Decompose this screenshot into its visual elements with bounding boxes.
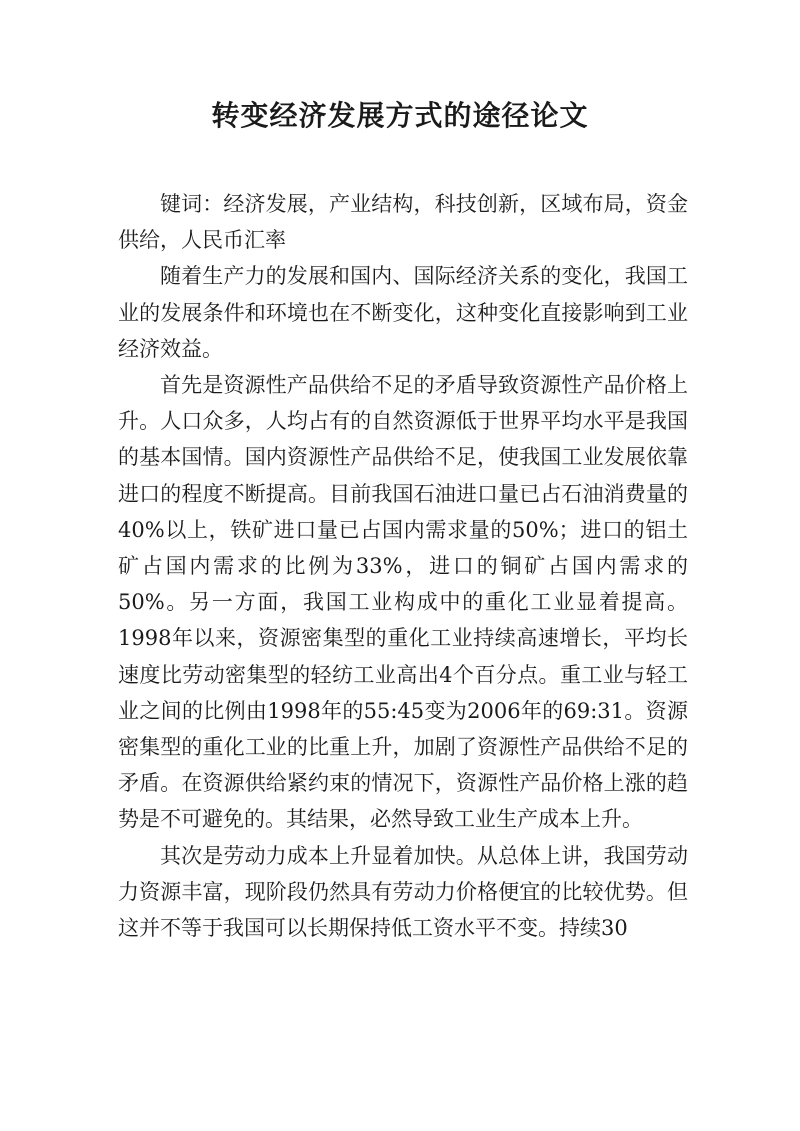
- document-title: 转变经济发展方式的途径论文: [211, 99, 589, 132]
- keywords-paragraph: 键词：经济发展，产业结构，科技创新，区域布局，资金供给，人民币汇率: [118, 192, 688, 253]
- body-paragraph: 其次是劳动力成本上升显着加快。从总体上讲，我国劳动力资源丰富，现阶段仍然具有劳动力价格便宜的比较优势。但这并不等于我国可以长期保持低工资水平不变。持续30: [118, 843, 688, 941]
- document-body: [118, 186, 688, 946]
- body-paragraph: 随着生产力的发展和国内、国际经济关系的变化，我国工业的发展条件和环境也在不断变化，这种变化直接影响到工业经济效益。: [118, 264, 688, 361]
- body-paragraph: 首先是资源性产品供给不足的矛盾导致资源性产品价格上升。人口众多，人均占有的自然资源低于世界平均水平是我国的基本国情。国内资源性产品供给不足，使我国工业发展依靠进口的程度不断提高。目前我国石油进口量已占石油消费量的40%以上，铁矿进口量已占国内需求量的50%；进口的铝土矿占国内需求的比例为33%，进口的铜矿占国内需求的50%。另一方面，我国工业构成中的重化工业显着提高。1998年以来，资源密集型的重化工业持续高速增长，平均长速度比劳动密集型的轻纺工业高出4个百分点。重工业与轻工业之间的比例由1998年的55:45变为2006年的69:31。资源密集型的重化工业的比重上升，加剧了资源性产品供给不足的矛盾。在资源供给紧约束的情况下，资源性产品价格上涨的趋势是不可避免的。其结果，必然导致工业生产成本上升。: [118, 373, 688, 832]
